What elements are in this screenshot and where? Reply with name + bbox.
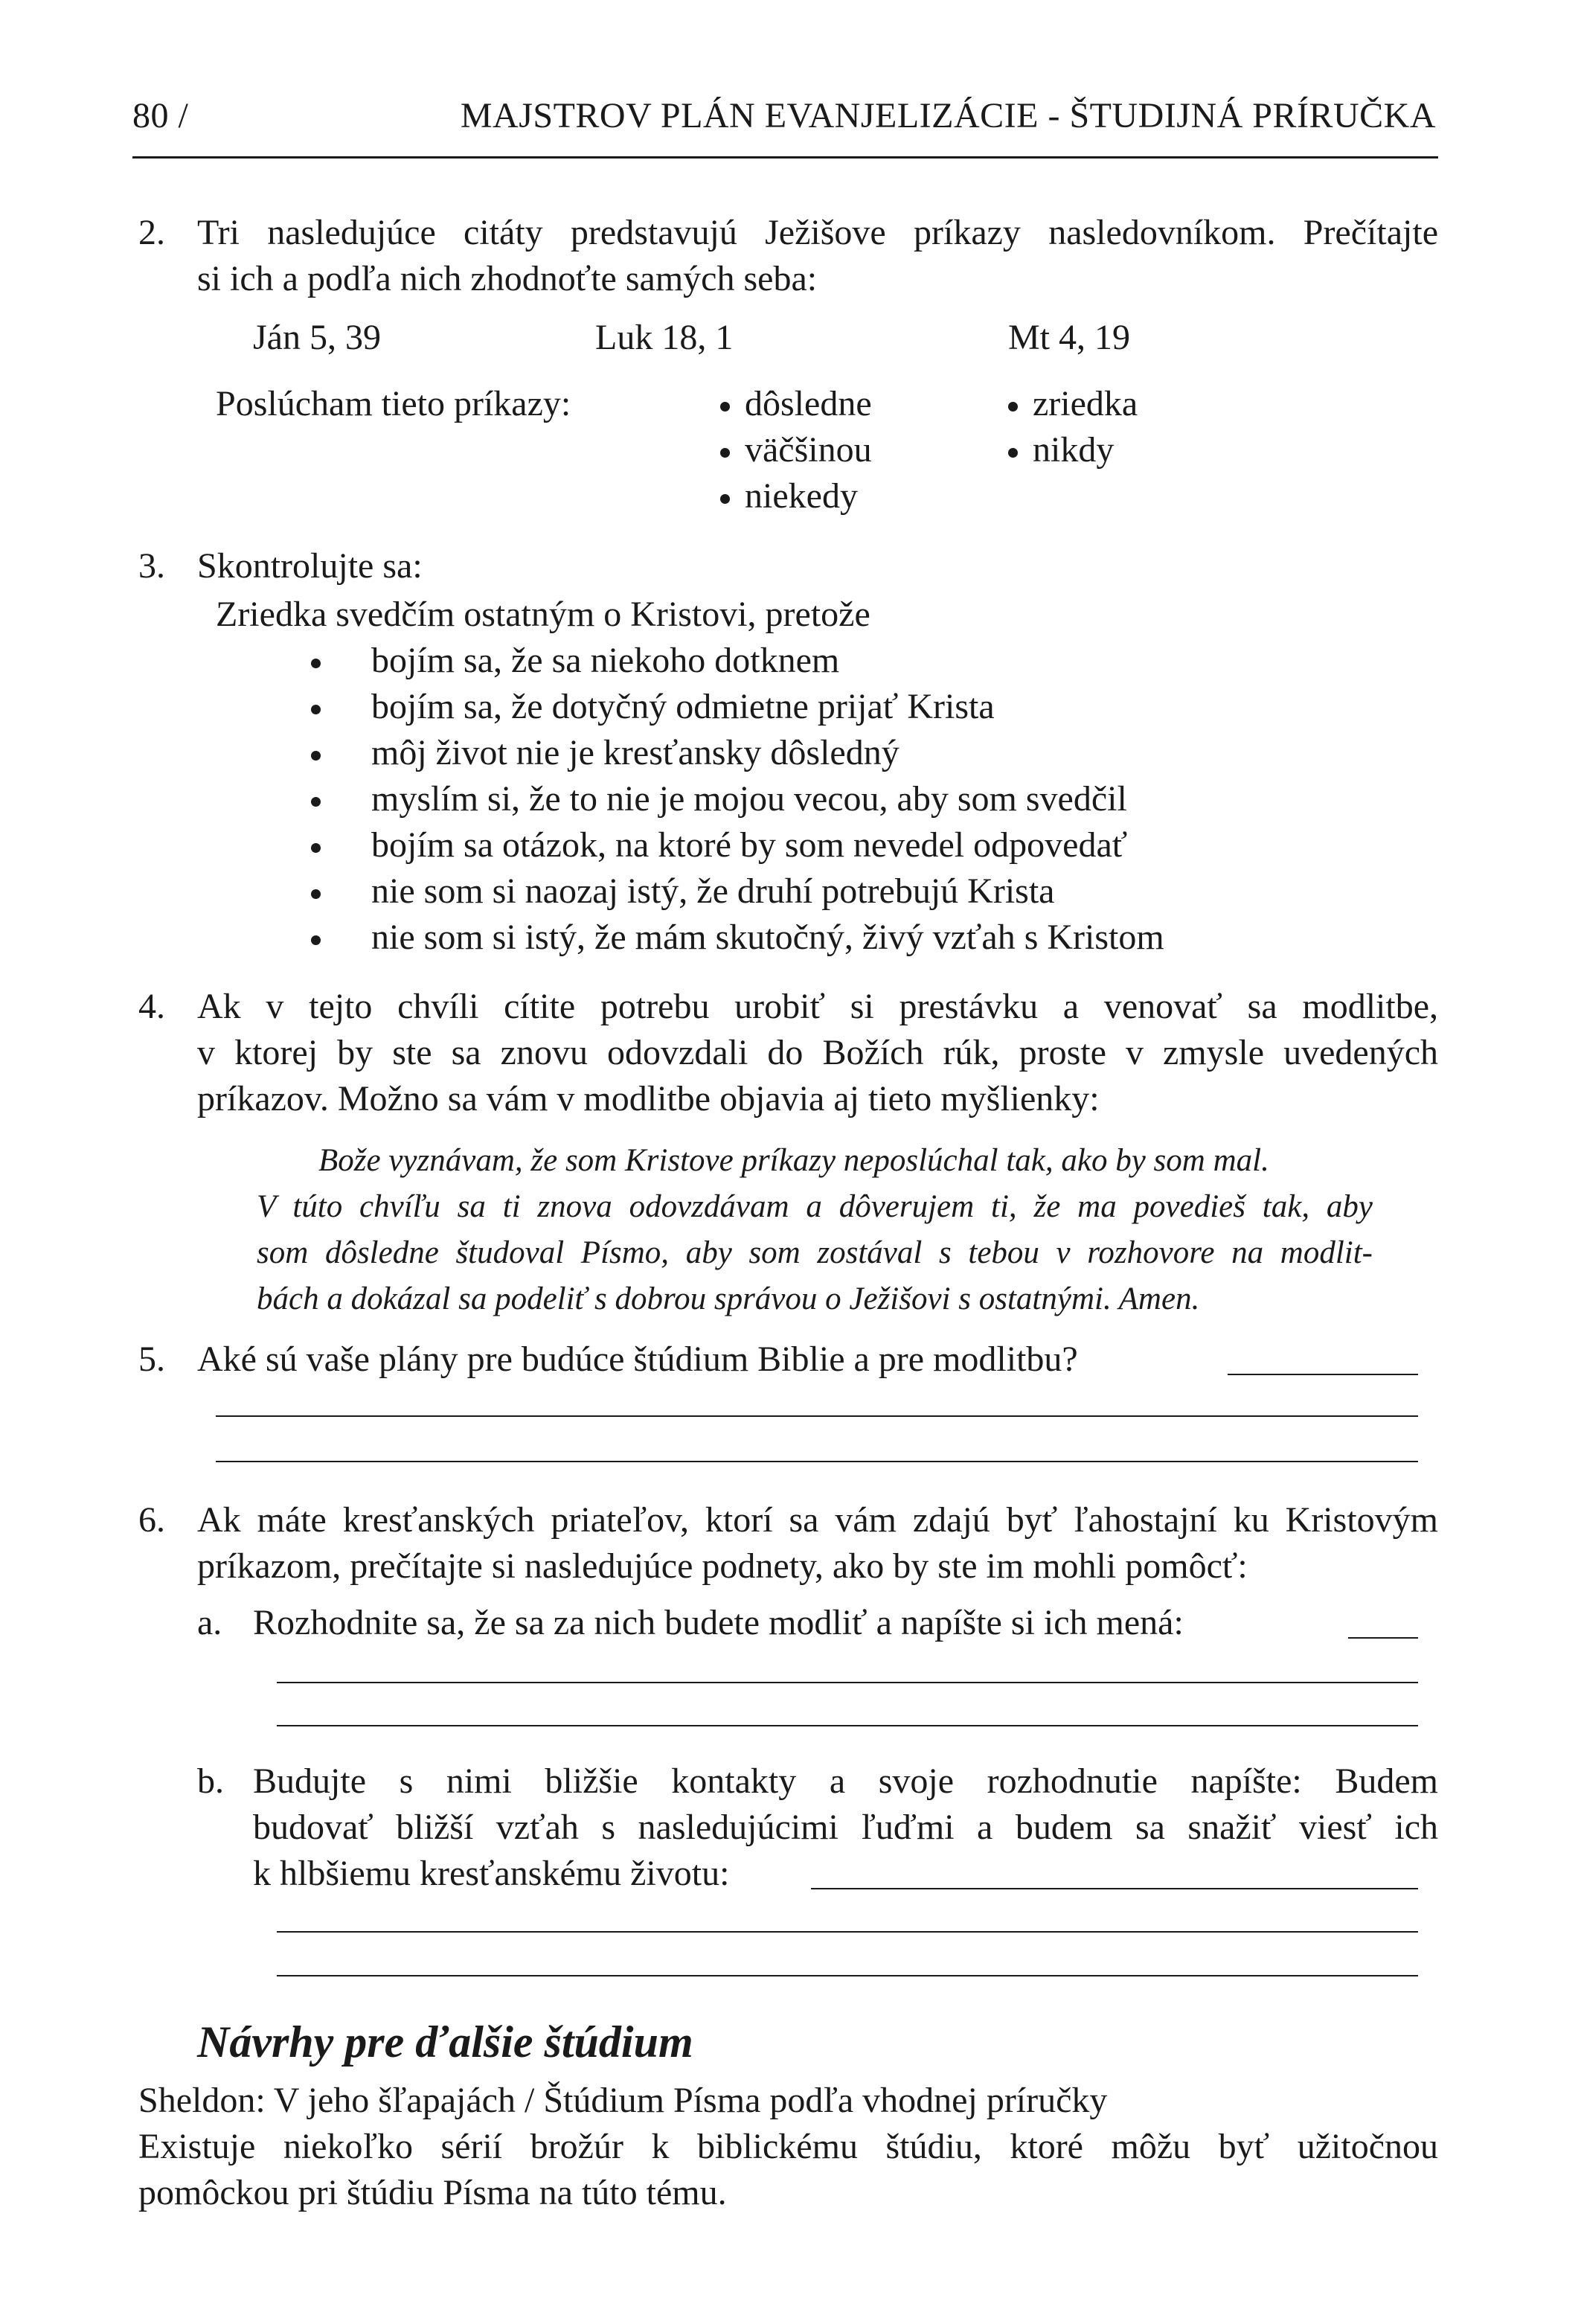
bullet-icon <box>720 448 730 458</box>
q2-ref-1: Ján 5, 39 <box>253 318 381 357</box>
q2-option: väčšinou <box>720 427 872 473</box>
prayer-line-2: V túto chvíľu sa ti znova odovzdávam a dôverujem ti, že ma povedieš tak, aby <box>257 1189 1373 1224</box>
q2-ref-3: Mt 4, 19 <box>1008 318 1131 357</box>
bullet-icon <box>720 494 730 504</box>
q2-option: dôsledne <box>720 381 872 427</box>
q3-item: bojím sa otázok, na ktoré by som nevedel odpovedať <box>311 822 1127 868</box>
further-study-line-1: Sheldon: V jeho šľapajách / Štúdium Písma podľa vhodnej príručky <box>138 2081 1108 2120</box>
q4-line-1: Ak v tejto chvíli cítite potrebu urobiť si prestávku a venovať sa modlitbe, <box>197 987 1438 1026</box>
further-study-line-2: Existuje niekoľko sérií brožúr k biblickému štúdiu, ktoré môžu byť užitočnou <box>138 2127 1438 2166</box>
bullet-icon <box>720 402 730 412</box>
further-study-line-3: pomôckou pri štúdiu Písma na túto tému. <box>138 2173 727 2212</box>
bullet-icon <box>311 751 321 761</box>
q6b-line-3: k hlbšiemu kresťanskému životu: <box>253 1854 730 1893</box>
q2-ref-2: Luk 18, 1 <box>595 318 734 357</box>
q6b-line-1: Budujte s nimi bližšie kontakty a svoje rozhodnutie napíšte: Budem <box>253 1761 1438 1801</box>
q2-obey-label: Poslúcham tieto príkazy: <box>216 384 571 423</box>
q2-option: zriedka <box>1008 381 1138 427</box>
q3-item: nie som si istý, že mám skutočný, živý vzťah s Kristom <box>311 915 1164 961</box>
bullet-icon <box>311 843 321 853</box>
running-header-title: MAJSTROV PLÁN EVANJELIZÁCIE - ŠTUDIJNÁ PRÍRUČKA <box>460 96 1436 135</box>
prayer-line-4: bách a dokázal sa podeliť s dobrou správou o Ježišovi s ostatnými. Amen. <box>257 1281 1200 1316</box>
bullet-icon <box>311 705 321 714</box>
q5-answer-line[interactable] <box>216 1461 1418 1462</box>
q2-option: nikdy <box>1008 427 1114 473</box>
q6b-answer-blank[interactable] <box>811 1888 1418 1889</box>
prayer-line-1: Bože vyznávam, že som Kristove príkazy neposlúchal tak, ako by som mal. <box>318 1143 1269 1178</box>
bullet-icon <box>1008 448 1018 458</box>
q5-number: 5. <box>138 1339 165 1379</box>
q6b-label: b. <box>197 1761 224 1801</box>
q2-option: niekedy <box>720 473 858 519</box>
bullet-icon <box>311 797 321 807</box>
q6b-answer-line[interactable] <box>277 1931 1418 1933</box>
q5-text: Aké sú vaše plány pre budúce štúdium Biblie a pre modlitbu? <box>197 1339 1078 1379</box>
q6-line-1: Ak máte kresťanských priateľov, ktorí sa vám zdajú byť ľahostajní ku Kristovým <box>197 1500 1438 1540</box>
q6a-answer-blank[interactable] <box>1348 1637 1418 1639</box>
q6a-answer-line[interactable] <box>277 1682 1418 1683</box>
bullet-icon <box>311 659 321 668</box>
q6b-answer-line[interactable] <box>277 1975 1418 1976</box>
q3-title: Skontrolujte sa: <box>197 546 423 586</box>
q6-line-2: príkazom, prečítajte si nasledujúce podnety, ako by ste im mohli pomôcť: <box>197 1546 1248 1586</box>
q3-item: myslím si, že to nie je mojou vecou, aby som svedčil <box>311 776 1127 822</box>
q6a-label: a. <box>197 1603 222 1642</box>
bullet-icon <box>311 935 321 945</box>
header-rule <box>132 156 1438 159</box>
q2-line-2: si ich a podľa nich zhodnoťte samých seba: <box>197 259 818 298</box>
q4-number: 4. <box>138 987 165 1026</box>
q6b-line-2: budovať bližší vzťah s nasledujúcimi ľuďmi a budem sa snažiť viesť ich <box>253 1808 1438 1847</box>
q3-item: môj život nie je kresťansky dôsledný <box>311 730 899 776</box>
q6-number: 6. <box>138 1500 165 1540</box>
q4-line-2: v ktorej by ste sa znovu odovzdali do Božích rúk, proste v zmysle uvedených <box>197 1033 1438 1072</box>
q6a-answer-line[interactable] <box>277 1725 1418 1726</box>
further-study-title: Návrhy pre ďalšie štúdium <box>197 2017 693 2067</box>
q3-number: 3. <box>138 546 165 586</box>
q6a-text: Rozhodnite sa, že sa za nich budete modliť a napíšte si ich mená: <box>253 1603 1184 1642</box>
q3-item: nie som si naozaj istý, že druhí potrebujú Krista <box>311 868 1054 915</box>
q2-line-1: Tri nasledujúce citáty predstavujú Ježišove príkazy nasledovníkom. Prečítajte <box>197 213 1438 252</box>
q5-answer-line[interactable] <box>216 1415 1418 1417</box>
prayer-line-3: som dôsledne študoval Písmo, aby som zostával s tebou v rozhovore na modlit- <box>257 1235 1373 1270</box>
q4-line-3: príkazov. Možno sa vám v modlitbe objavia aj tieto myšlienky: <box>197 1079 1100 1118</box>
q3-item: bojím sa, že sa niekoho dotknem <box>311 638 839 684</box>
bullet-icon <box>311 889 321 899</box>
page-number: 80 / <box>132 96 189 135</box>
q3-item: bojím sa, že dotyčný odmietne prijať Krista <box>311 684 995 730</box>
q5-answer-blank[interactable] <box>1228 1374 1418 1375</box>
bullet-icon <box>1008 402 1018 412</box>
q2-number: 2. <box>138 213 165 252</box>
q3-intro: Zriedka svedčím ostatným o Kristovi, pretože <box>216 595 870 634</box>
